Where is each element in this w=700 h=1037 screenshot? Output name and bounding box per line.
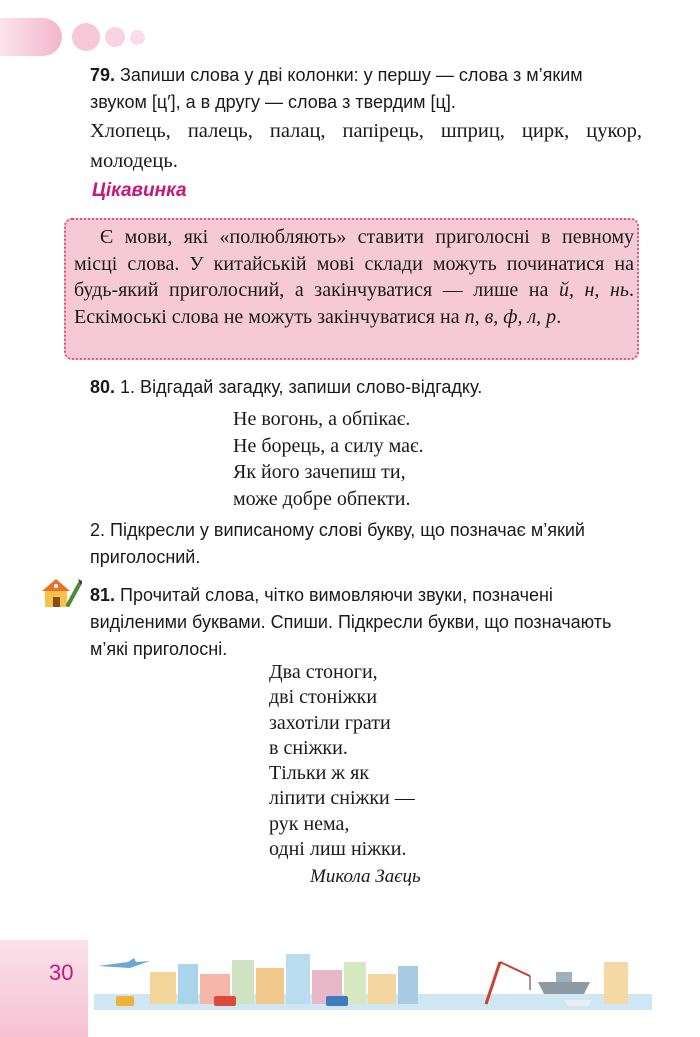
poem-line: дві стоніжки [269,686,378,709]
exercise-80-task-2: 2. Підкресли у виписаному слові букву, що позначає м’який приголосний. [90,520,585,567]
exercise-79-text: Запиши слова у дві колонки: у першу — слова з м’яким звуком [ц′], а в другу — слова з твердим [ц]. [90,65,583,112]
city-illustration [94,944,652,1010]
poem-line: рук нема, [269,812,350,835]
exercise-79-number: 79. [90,65,116,85]
poem-line: одні лиш ніжки. [269,838,407,861]
poem-line: ліпити сніжки — [269,787,415,810]
house-pencil-icon [38,575,84,611]
riddle-line: Не вогонь, а обпікає. [233,408,411,430]
poem-line: захотіли грати [269,711,391,734]
header-decoration [0,14,160,60]
fact-title: Цікавинка [92,180,187,201]
exercise-79-instruction [90,62,642,116]
exercise-79-words: Хлопець, палець, палац, папірець, шприц, цирк, цукор, молодець. [90,120,642,172]
fact-letters-1: й, н, нь [558,279,629,301]
page-number: 30 [49,960,74,985]
poem-author: Микола Заєць [310,866,421,887]
exercise-81-number: 81. [90,585,116,605]
poem-line: в сніжки. [269,736,348,759]
exercise-81-instruction: 81. Прочитай слова, чітко вимовляючи звуки, позначені виділеними буквами. Спиши. Підкресли букви, що позначають м’які приголосні. [90,585,612,659]
riddle-line: може добре обпекти. [233,487,411,510]
poem [269,660,415,862]
riddle-line: Не борець, а силу має. [233,434,424,457]
riddle [233,406,424,512]
poem-line: Два стоноги, [269,661,378,683]
exercise-80-task-1: 80. 1. Відгадай загадку, запиши слово-відгадку. [90,377,483,397]
fact-letters-2: п, в, ф, л, р [464,305,557,328]
riddle-line: Як його зачепиш ти, [233,461,406,483]
exercise-80-number: 80. [90,377,116,397]
footer-decoration [0,940,88,1037]
fact-text: Є мови, які «полюбляють» ставити приголосні в певному місці слова. У китайській мові склади можуть починатися на будь-який приголосний, а закінчуватися — лише на й, н, нь. Ескімоські слова не можуть закінчуватися на п, в, ф, л, р. [74,226,634,328]
poem-line: Тільки ж як [269,762,370,785]
